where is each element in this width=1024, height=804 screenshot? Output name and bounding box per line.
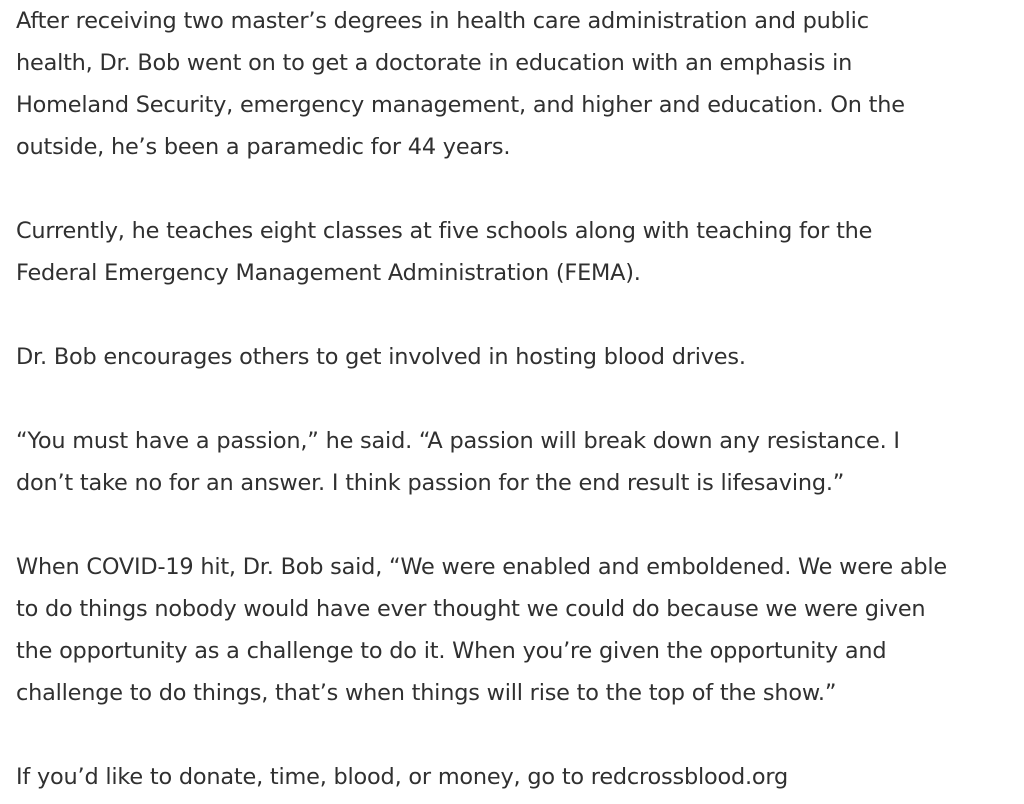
paragraph-line: challenge to do things, that’s when things will rise to the top of the show.”: [16, 680, 837, 706]
paragraph-blood-drives: [16, 336, 1008, 378]
paragraph-line: the opportunity as a challenge to do it. When you’re given the opportunity and: [16, 638, 887, 664]
paragraph-line: outside, he’s been a paramedic for 44 years.: [16, 134, 511, 160]
paragraph-line: to do things nobody would have ever thought we could do because we were given: [16, 596, 926, 622]
paragraph-line: Homeland Security, emergency management, and higher and education. On the: [16, 92, 905, 118]
paragraph-line: Dr. Bob encourages others to get involved in hosting blood drives.: [16, 344, 746, 370]
paragraph-donate: [16, 756, 1008, 798]
paragraph-covid-quote: [16, 546, 1008, 714]
paragraph-line: health, Dr. Bob went on to get a doctorate in education with an emphasis in: [16, 50, 853, 76]
paragraph-line: Currently, he teaches eight classes at five schools along with teaching for the: [16, 218, 873, 244]
paragraph-education: [16, 0, 1008, 168]
paragraph-line: When COVID-19 hit, Dr. Bob said, “We were enabled and emboldened. We were able: [16, 554, 947, 580]
paragraph-line: Federal Emergency Management Administration (FEMA).: [16, 260, 641, 286]
paragraph-passion-quote: [16, 420, 1008, 504]
paragraph-line: don’t take no for an answer. I think passion for the end result is lifesaving.”: [16, 470, 845, 496]
paragraph-teaching: [16, 210, 1008, 294]
paragraph-line: “You must have a passion,” he said. “A passion will break down any resistance. I: [16, 428, 900, 454]
paragraph-line: If you’d like to donate, time, blood, or money, go to redcrossblood.org: [16, 764, 789, 790]
paragraph-line: After receiving two master’s degrees in health care administration and public: [16, 8, 869, 34]
